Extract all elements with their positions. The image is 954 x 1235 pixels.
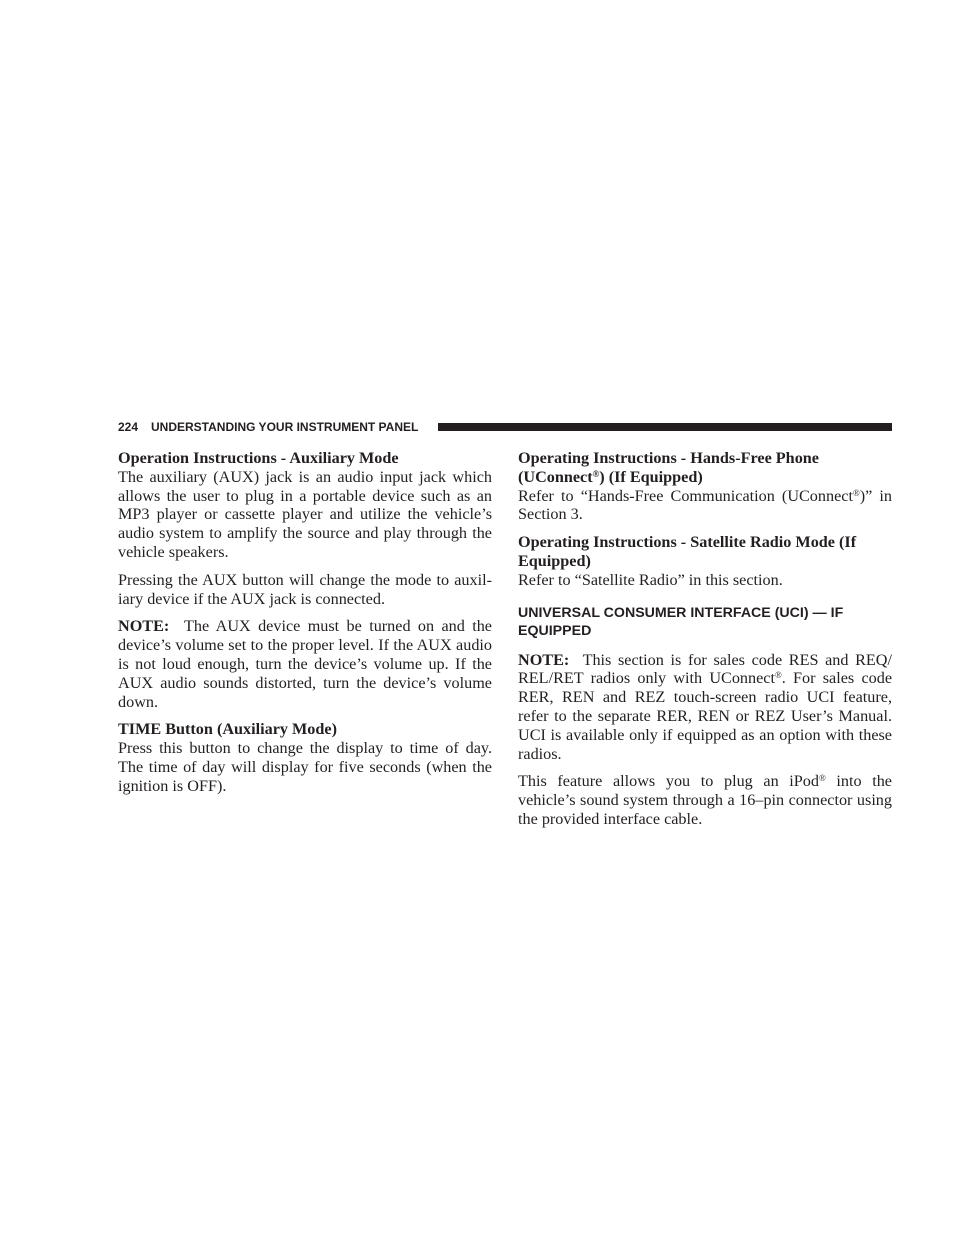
paragraph-text: into the vehicle’s sound system through a 16–pin connector using the provided interface cable. xyxy=(518,772,892,828)
page-number: 224 xyxy=(118,420,139,434)
hands-free-phone-paragraph xyxy=(518,487,892,525)
left-column xyxy=(118,449,492,796)
note-label: NOTE: xyxy=(518,650,570,669)
paragraph-text: This feature allows you to plug an iPod xyxy=(518,772,819,791)
time-button-heading: TIME Button (Auxiliary Mode) xyxy=(118,720,337,739)
registered-mark: ® xyxy=(775,670,782,681)
registered-mark: ® xyxy=(819,773,826,784)
aux-note-paragraph xyxy=(118,617,492,711)
note-text: This section is for sales code RES and REQ/ REL/RET radios only with UConnect xyxy=(518,650,892,688)
running-head-title: UNDERSTANDING YOUR INSTRUMENT PANEL xyxy=(151,420,419,434)
registered-mark: ® xyxy=(852,487,860,498)
heading-text: ) (If Equipped) xyxy=(599,467,703,486)
time-button-paragraph: Press this button to change the display to time of day. The time of day will display for five seconds (when the ignition is OFF). xyxy=(118,739,492,795)
heading-text: Operating Instructions - Hands-Free Phone (UConnect xyxy=(518,449,819,486)
hands-free-phone-heading xyxy=(518,449,892,487)
aux-mode-paragraph: The auxiliary (AUX) jack is an audio input jack which allows the user to plug in a portable device such as an MP3 player or cassette player and utilize the vehicle’s audio system to amplify the source and play through the vehicle speakers. xyxy=(118,467,492,561)
paragraph-text: )” in Section 3. xyxy=(518,486,892,524)
note-text: . For sales code RER, REN and REZ touch-screen radio UCI feature, refer to the separate RER, REN or REZ User’s Manual. UCI is available only if equipped as an option with these radios. xyxy=(518,669,893,763)
aux-mode-heading: Operation Instructions - Auxiliary Mode xyxy=(118,449,399,467)
aux-button-paragraph: Pressing the AUX button will change the mode to auxiliary device if the AUX jack is connected. xyxy=(118,570,492,608)
right-column xyxy=(518,449,892,829)
ipod-paragraph xyxy=(518,772,892,828)
header-rule xyxy=(438,423,892,431)
page-header xyxy=(118,419,892,435)
satellite-radio-paragraph: Refer to “Satellite Radio” in this section. xyxy=(518,570,783,589)
paragraph-text: Refer to “Hands-Free Communication (UConnect xyxy=(518,486,853,505)
registered-mark: ® xyxy=(592,468,600,479)
uci-note-paragraph xyxy=(518,651,892,764)
note-text: The AUX device must be turned on and the device’s volume set to the proper level. If the AUX audio is not loud enough, turn the device’s volume up. If the AUX audio sounds distorted, turn the device’s volume down. xyxy=(118,617,492,711)
satellite-radio-heading: Operating Instructions - Satellite Radio Mode (If Equipped) xyxy=(518,533,857,570)
uci-section-heading: UNIVERSAL CONSUMER INTERFACE (UCI) — IF EQUIPPED xyxy=(518,604,844,640)
note-label: NOTE: xyxy=(118,617,170,636)
